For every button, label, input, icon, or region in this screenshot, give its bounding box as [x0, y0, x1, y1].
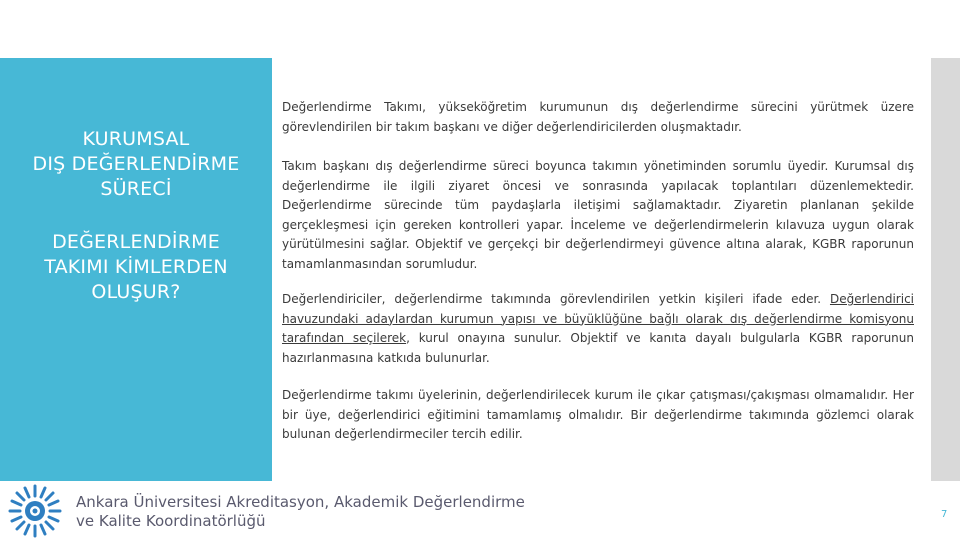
evaluators-text-end: , kurul onayına sunulur. Objektif ve kanıta dayalı bulgularla KGBR raporunun hazırlanmasına katkıda bulunurlar.	[282, 331, 914, 365]
university-logo-icon	[6, 484, 64, 538]
footer-line: ve Kalite Koordinatörlüğü	[76, 512, 266, 530]
page-number: 7	[941, 509, 948, 520]
section-title-external-evaluation	[0, 127, 272, 202]
paragraph-evaluators	[282, 290, 914, 368]
section-title-team-members	[0, 230, 272, 305]
footer-line: Ankara Üniversitesi Akreditasyon, Akademik Değerlendirme	[76, 493, 525, 511]
section-title-line: TAKIMI KİMLERDEN	[44, 256, 228, 278]
section-title-line: DIŞ DEĞERLENDİRME	[32, 153, 240, 175]
right-gray-strip	[931, 58, 960, 481]
evaluators-text: Değerlendiriciler, değerlendirme takımında görevlendirilen yetkin kişileri ifade eder.	[282, 292, 830, 306]
section-title-line: KURUMSAL	[82, 128, 190, 150]
section-title-line: DEĞERLENDİRME	[52, 231, 220, 253]
footer-organization-name	[76, 493, 525, 531]
paragraph-conflict-of-interest: Değerlendirme takımı üyelerinin, değerlendirilecek kurum ile çıkar çatışması/çakışması olmamalıdır. Her bir üye, değerlendirici eğitimini tamamlamış olmalıdır. Bir değerlendirme takımında gözlemci olarak bulunan değerlendirmeciler tercih edilir.	[282, 388, 914, 441]
paragraph-team-leader: Takım başkanı dış değerlendirme süreci boyunca takımın yönetiminden sorumlu üyedir. Kurumsal dış değerlendirme ile ilgili ziyaret öncesi ve sonrasında yapılacak toplantıları düzenlemektedir. Değerlendirme sürecinde tüm paydaşlarla iletişimi sağlamaktadır. Ziyaretin planlanan şekilde gerçekleşmesi için gereken kontrolleri yapar. İnceleme ve değerlendirmelerin kılavuza uygun olarak yürütülmesini sağlar. Objektif ve gerçekçi bir değerlendirmeyi güvence altına alarak, KGBR raporunun tamamlanmasından sorumludur.	[282, 159, 914, 271]
section-title-line: OLUŞUR?	[91, 281, 181, 303]
evaluators-underlined-text: Değerlendirici havuzundaki adaylardan kurumun yapısı ve büyüklüğüne bağlı olarak dış değerlendirme komisyonu tarafından seçilerek	[282, 292, 914, 345]
paragraph-team-definition: Değerlendirme Takımı, yükseköğretim kurumunun dış değerlendirme sürecini yürütmek üzere görevlendirilen bir takım başkanı ve diğer değerlendiricilerden oluşmaktadır.	[282, 100, 914, 134]
section-title-line: SÜRECİ	[100, 178, 172, 200]
